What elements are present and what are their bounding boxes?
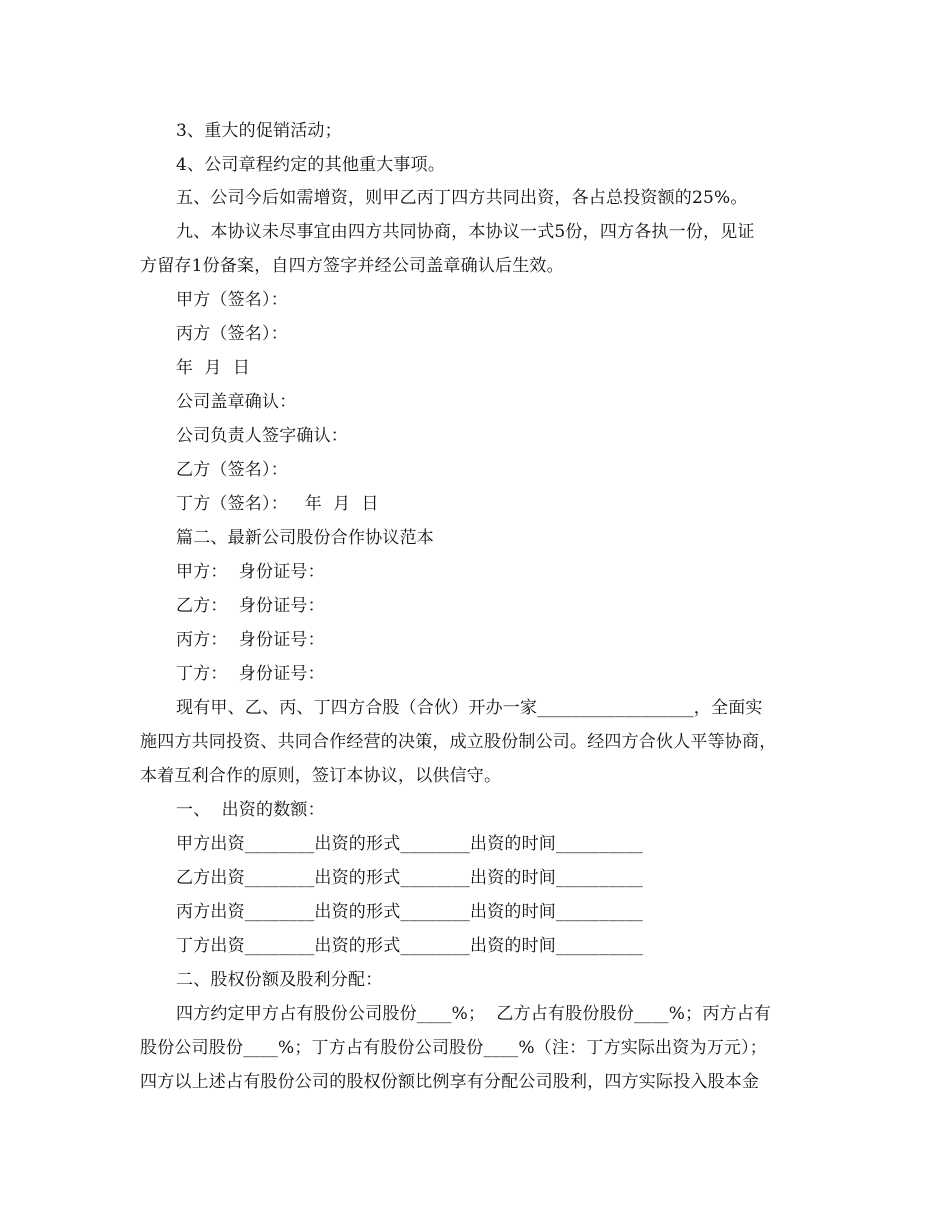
section-heading: 篇二、最新公司股份合作协议范本 xyxy=(176,528,434,548)
text-line: 3、重大的促销活动； xyxy=(176,121,342,141)
text-line: 公司盖章确认： xyxy=(176,392,297,412)
text-line: 甲方（签名）： xyxy=(176,290,288,310)
text-line: 4、公司章程约定的其他重大事项。 xyxy=(176,155,446,175)
text-line: 四方以上述占有股份公司的股权份额比例享有分配公司股利，四方实际投入股本金 xyxy=(140,1072,760,1092)
contribution-line: 丁方出资________出资的形式________出资的时间__________ xyxy=(176,936,643,956)
contribution-line: 乙方出资________出资的形式________出资的时间__________ xyxy=(176,868,643,888)
text-line: 方留存1份备案，自四方签字并经公司盖章确认后生效。 xyxy=(140,256,564,276)
text-line: 五、公司今后如需增资，则甲乙丙丁四方共同出资，各占总投资额的25%。 xyxy=(176,188,748,208)
text-line: 九、本协议未尽事宜由四方共同协商，本协议一式5份，四方各执一份，见证 xyxy=(176,222,755,242)
contribution-line: 丙方出资________出资的形式________出资的时间__________ xyxy=(176,902,643,922)
text-line: 年 月 日 xyxy=(176,358,251,378)
text-line: 乙方（签名）： xyxy=(176,460,288,480)
text-line: 股份公司股份____%；丁方占有股份公司股份____%（注：丁方实际出资为万元）； xyxy=(140,1038,768,1058)
text-line: 公司负责人签字确认： xyxy=(176,426,348,446)
contribution-line: 甲方出资________出资的形式________出资的时间__________ xyxy=(176,834,643,854)
text-line: 丙方（签名）： xyxy=(176,324,288,344)
text-line: 施四方共同投资、共同合作经营的决策，成立股份制公司。经四方合伙人平等协商， xyxy=(140,732,777,752)
text-line: 丁方（签名）： 年 月 日 xyxy=(176,494,379,514)
text-line: 本着互利合作的原则，签订本协议，以供信守。 xyxy=(140,766,502,786)
section-heading: 二、股权份额及股利分配： xyxy=(176,970,383,990)
section-heading: 一、 出资的数额： xyxy=(176,800,325,820)
text-line: 四方约定甲方占有股份公司股份____%； 乙方占有股份股份____%；丙方占有 xyxy=(176,1004,772,1024)
party-line: 乙方： 身份证号： xyxy=(176,596,325,616)
party-line: 丙方： 身份证号： xyxy=(176,630,325,650)
party-line: 甲方： 身份证号： xyxy=(176,562,325,582)
text-line: 现有甲、乙、丙、丁四方合股（合伙）开办一家__________________，全面实 xyxy=(176,698,763,718)
party-line: 丁方： 身份证号： xyxy=(176,664,325,684)
